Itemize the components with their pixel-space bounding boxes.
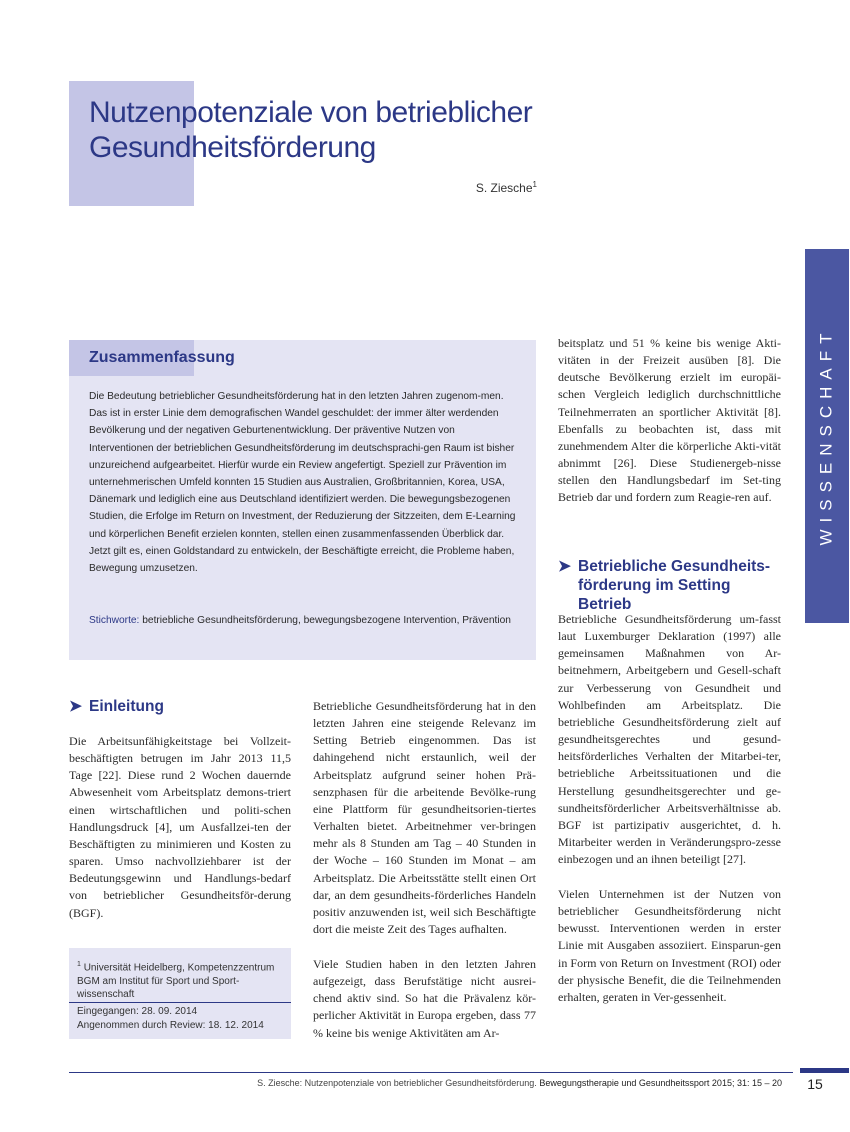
accepted-date: Angenommen durch Review: 18. 12. 2014 xyxy=(77,1020,264,1031)
footer-divider xyxy=(69,1072,793,1073)
footer-citation xyxy=(200,1078,782,1088)
received-date: Eingegangen: 28. 09. 2014 xyxy=(77,1006,198,1017)
affiliation-text: Universität Heidelberg, Kompetenzzentrum BGM am Institut für Sport und Sport-wissenschaft xyxy=(77,962,275,1001)
article-title: Nutzenpotenziale von betrieblicher Gesundheitsförderung xyxy=(89,96,533,164)
right-top-text: beitsplatz und 51 % keine bis wenige Akti-vitäten in der Freizeit ausüben [8]. Die deutsche Bevölkerung erzielt im europäi-schen Vergleich lediglich durchschnittliche Teilnehmerraten an sportlicher Aktivität [8]. Ebenfalls zu beobachten ist, dass mit zunehmendem Alter die körperliche Akti-vität abnimmt [26]. Diese Studienergeb-nisse stellen den Handlungsbedarf im Set-ting Betrieb dar und fordern zum Reagie-ren auf. xyxy=(558,336,781,505)
journal-reference: Bewegungstherapie und Gesundheitssport 2015; 31: 15 – 20 xyxy=(539,1078,782,1088)
footnote-mark: 1 xyxy=(77,961,81,968)
footnote-divider xyxy=(69,1002,291,1003)
middle-paragraph-2: Viele Studien haben in den letzten Jahren aufgezeigt, dass Berufstätige nicht ausrei-chend aktiv sind. So hat die Prävalenz kör-perlicher Aktivität in Europa ergeben, dass 77 % keine bis wenige Aktivitäten am Ar- xyxy=(313,957,536,1040)
section-side-tab xyxy=(805,249,849,623)
keywords-text: betriebliche Gesundheitsförderung, bewegungsbezogene Intervention, Prävention xyxy=(142,615,511,626)
section-heading-text: Einleitung xyxy=(89,698,164,715)
section-arrow-icon: ➤ xyxy=(69,698,82,715)
author-footnote-mark: 1 xyxy=(532,180,537,189)
side-tab-label: WISSENSCHAFT xyxy=(817,326,836,546)
section-heading-text: Betriebliche Gesundheits-förderung im Setting Betrieb xyxy=(578,558,771,613)
footer-accent-bar xyxy=(800,1068,849,1073)
section-heading-einleitung xyxy=(69,697,289,716)
middle-paragraph-1: Betriebliche Gesundheitsförderung hat in den letzten Jahren eine steigende Relevanz im Setting Betrieb eingenommen. Das ist dahingehend nicht erstaunlich, weil der Arbeitsplatz aufgrund seiner hohen Prä-senzphasen für die arbeitende Bevölke-rung eine Plattform für gesundheitsorien-tiertes Verhalten bietet. Arbeitnehmer ver-bringen mehr als 8 Stunden am Tag – 40 Stunden in der Woche – 160 Stunden im Monat – am Arbeitsplatz. Die Arbeitsstätte stellt einen Ort dar, an dem gesundheits-förderliches Handeln positiv anzuwenden ist, weil sich Beschäftigte dort die meiste Zeit des Tages aufhalten. xyxy=(313,699,536,937)
footnote-dates xyxy=(77,1005,287,1033)
section-arrow-icon: ➤ xyxy=(558,558,571,575)
author-name: S. Ziesche xyxy=(475,181,533,195)
abstract-text: Die Bedeutung betrieblicher Gesundheitsförderung hat in den letzten Jahren zugenom-men. Das ist in erster Linie dem demografischen Wandel geschuldet: der immer älter werdenden Bevölkerung und der negativen Geburtenentwicklung. Der präventive Nutzen von Interventionen der betrieblichen Gesundheitsförderung im deutschsprachi-gen Raum ist bisher unzureichend aufgearbeitet. Hierfür wurde ein Review angefertigt. Speziell zur Prävention im unternehmerischen Umfeld konnten 15 Studien aus Australien, Großbritannien, Korea, USA, Dänemark und lediglich eine aus Deutschland identifiziert werden. Die bewegungsbezogenen Studien, die Erfolge im Return on Investment, der Reduzierung der Sitzzeiten, dem E-Learning und körperlichen Benefit erzielen konnten, stellen einen zusammenfassenden Überblick dar. Jetzt gilt es, einen Goldstandard zu entwickeln, der Beschäftigte erreicht, die Probleme haben, Bewegung umzusetzen. xyxy=(89,391,516,575)
author-line xyxy=(400,180,537,195)
keywords xyxy=(89,612,519,629)
abstract-heading: Zusammenfassung xyxy=(89,349,235,366)
page-number: 15 xyxy=(807,1076,823,1092)
footnote-affiliation xyxy=(77,958,287,1002)
einleitung-text: Die Arbeitsunfähigkeitstage bei Vollzeit-beschäftigten betrugen im Jahr 2013 11,5 Tage [22]. Diese rund 2 Wochen dauernde Abwesenheit vom Arbeitsplatz demons-triert einen wirtschaftlichen und politi-schen Handlungsdruck [4], um Ausfallzei-ten der Beschäftigten zu minimieren und Kosten zu sparen. Umso nachvollziehbarer ist der Bedeutungsgewinn und Handlungs-bedarf von betrieblicher Gesundheitsför-derung (BGF). xyxy=(69,734,291,920)
citation-text: S. Ziesche: Nutzenpotenziale von betrieblicher Gesundheitsförderung. xyxy=(257,1078,537,1088)
bgf-paragraph-1: Betriebliche Gesundheitsförderung um-fasst laut Luxemburger Deklaration (1997) alle gemeinsamen Maßnahmen von Ar-beitnehmern, Arbeitgebern und Gesell-schaft zur Verbesserung von Gesundheit und Wohlbefinden am Arbeitsplatz. Die betriebliche Gesundheitsförderung zielt auf gesundheitsgerechtes und gesund-heitsförderliches Verhalten der Mitarbei-ter, betriebliche Arbeitssituationen und die Herstellung gesundheitsgerechter und ge-sundheitsförderlicher Arbeitsverhältnisse ab. BGF ist partizipativ ausgerichtet, d. h. Mitarbeiter werden in Veränderungspro-zesse einbezogen und an ihnen beteiligt [27]. xyxy=(558,612,781,867)
keywords-label: Stichworte: xyxy=(89,615,140,626)
section-heading-bgf xyxy=(558,557,783,614)
bgf-paragraph-2: Vielen Unternehmen ist der Nutzen von betrieblicher Gesundheitsförderung nicht bewusst. Interventionen werden in erster Linie mit Ausgaben assoziiert. Einsparun-gen in Form von Return on Investment (ROI) oder der physische Benefit, die die Teilnehmenden erhalten, geraten in Ver-gessenheit. xyxy=(558,887,781,1004)
